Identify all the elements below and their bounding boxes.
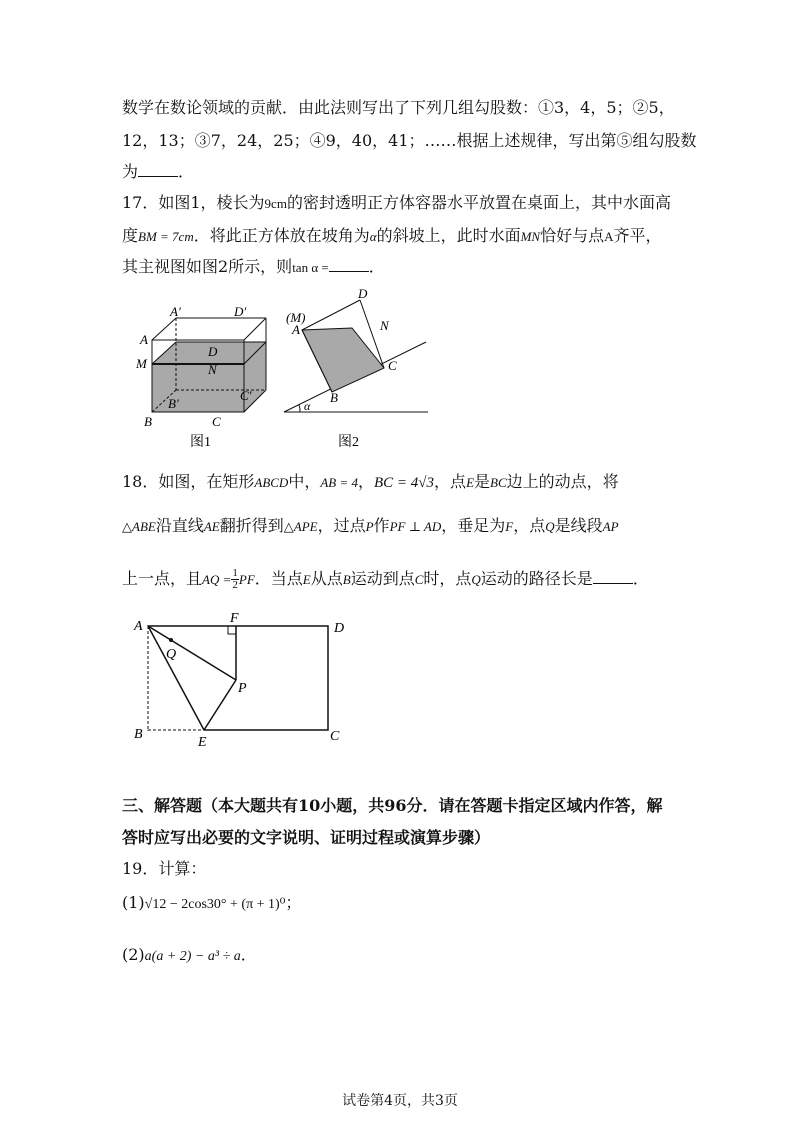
label-C: C (212, 414, 221, 429)
answer-blank (329, 257, 369, 272)
q17-line-2: 度BM = 7cm．将此正方体放在坡角为α的斜坡上，此时水面MN恰好与点A齐平， (122, 226, 662, 245)
label-F: F (230, 611, 239, 626)
label-D: D (358, 286, 368, 301)
label-P: P (238, 681, 247, 696)
q18-line-2: △ABE沿直线AE翻折得到△APE，过点P作PF ⊥ AD，垂足为F，点Q是线段AP (122, 516, 619, 535)
q16-line-2: 12，13；③7，24，25；④9，40，41；……根据上述规律，写出第⑤组勾股数 (122, 131, 697, 150)
label-A-prime: A′ (170, 304, 181, 319)
q19-title: 19．计算： (122, 859, 207, 878)
label-D: D (334, 621, 345, 636)
q19-part-2: (2)a(a + 2) − a³ ÷ a． (122, 945, 257, 964)
q18-line-3: 上一点，且AQ = $\frac{1}{2}$ PF．当点E从点B运动到点C时，点Q运动的路径长是 ． (122, 567, 649, 591)
label-N: N (380, 318, 389, 333)
label-D: D (208, 344, 218, 359)
label-M-paren: (M) (286, 310, 306, 325)
label-B: B (134, 727, 143, 742)
label-C: C (388, 358, 397, 373)
label-B: B (144, 414, 152, 429)
page-footer: 试卷第4页，共3页 (342, 1093, 458, 1109)
label-D-prime: D′ (234, 304, 247, 319)
q16-line-3: 为 ． (122, 162, 195, 181)
label-B: B (330, 390, 338, 405)
figure-1-caption: 图1 (190, 435, 211, 450)
label-Q: Q (166, 647, 177, 662)
label-A: A (134, 619, 143, 634)
label-M: M (136, 356, 147, 371)
section-3-heading-line-2: 答时应写出必要的文字说明、证明过程或演算步骤） (122, 828, 491, 847)
label-alpha: α (304, 399, 311, 413)
q17-figure-1 (130, 302, 270, 452)
label-A: A (140, 332, 148, 347)
label-A: A (292, 322, 300, 337)
answer-blank (138, 162, 178, 177)
fraction-one-half: $\frac{1}{2}$ (232, 567, 238, 591)
figure-2-caption: 图2 (338, 435, 359, 450)
q18-figure (128, 608, 358, 752)
q17-line-3: 其主视图如图2所示，则tan α = ． (122, 257, 385, 276)
q17-figure-2 (280, 284, 440, 454)
answer-blank (593, 569, 633, 584)
section-3-heading-line-1: 三、解答题（本大题共有10小题，共96分．请在答题卡指定区域内作答，解 (122, 796, 663, 815)
label-B-prime: B′ (168, 396, 179, 411)
label-N: N (208, 362, 217, 377)
label-E: E (198, 735, 207, 750)
label-C: C (330, 729, 340, 744)
q17-line-1: 17．如图1，棱长为9cm的密封透明正方体容器水平放置在桌面上，其中水面高 (122, 193, 671, 212)
q18-line-1: 18．如图，在矩形ABCD中，AB = 4，BC = 4√3，点E是BC边上的动点，将 (122, 472, 619, 491)
q16-line-1: 数学在数论领域的贡献．由此法则写出了下列几组勾股数：①3，4，5；②5， (122, 98, 675, 117)
label-C-prime: C′ (240, 388, 252, 403)
q19-part-1: (1)√12 − 2cos30° + (π + 1)⁰； (122, 893, 302, 912)
